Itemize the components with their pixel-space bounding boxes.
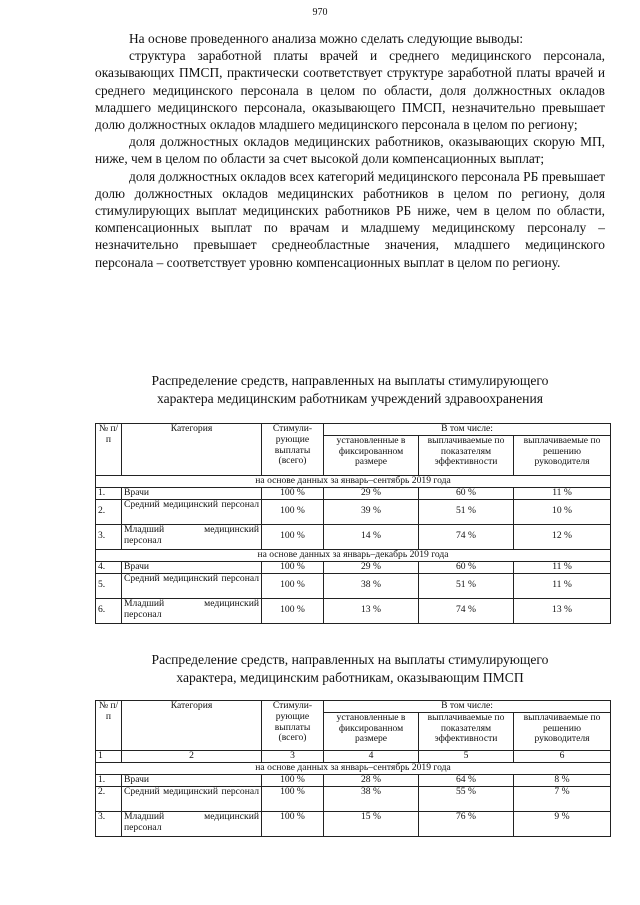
cell-total: 100 % [262, 786, 324, 811]
cell-efficiency: 51 % [419, 573, 514, 598]
group-label: на основе данных за январь–декабрь 2019 года [96, 549, 611, 561]
table1 [95, 423, 611, 624]
cell-total: 100 % [262, 598, 324, 623]
cell-efficiency: 55 % [419, 786, 514, 811]
cell-fixed: 39 % [324, 499, 419, 524]
conclusion-paragraph: доля должностных окладов медицинских работников, оказывающих скорую МП, ниже, чем в целом по области за счет высокой доли компенсационных выплат; [95, 134, 605, 167]
column-numbers-row [96, 750, 611, 762]
cell-fixed: 28 % [324, 774, 419, 786]
cell-efficiency: 74 % [419, 524, 514, 549]
table2 [95, 700, 611, 837]
cell-fixed: 13 % [324, 598, 419, 623]
cell-category: Средний медицинский персонал [122, 499, 262, 524]
cell-num: 5. [96, 573, 122, 598]
table-row [96, 524, 611, 549]
table-row [96, 573, 611, 598]
cell-efficiency: 51 % [419, 499, 514, 524]
header-efficiency: выплачиваемые по показателям эффективности [419, 712, 514, 750]
cell-decision: 10 % [514, 499, 611, 524]
cell-decision: 11 % [514, 487, 611, 499]
header-efficiency: выплачиваемые по показателям эффективности [419, 435, 514, 475]
table2-title [95, 651, 605, 686]
column-number: 6 [514, 750, 611, 762]
cell-decision: 8 % [514, 774, 611, 786]
cell-total: 100 % [262, 499, 324, 524]
cell-decision: 12 % [514, 524, 611, 549]
header-decision: выплачиваемые по решению руководителя [514, 712, 611, 750]
page-number: 970 [312, 7, 328, 18]
cell-decision: 9 % [514, 811, 611, 836]
cell-fixed: 38 % [324, 573, 419, 598]
header-stimul: Стимули-рующие выплаты (всего) [262, 701, 324, 751]
table-row [96, 499, 611, 524]
cell-total: 100 % [262, 811, 324, 836]
cell-total: 100 % [262, 487, 324, 499]
column-number: 2 [122, 750, 262, 762]
table1-title-line: Распределение средств, направленных на выплаты стимулирующего [151, 373, 549, 388]
header-category: Категория [122, 424, 262, 476]
table2-title-line: Распределение средств, направленных на выплаты стимулирующего [151, 652, 549, 667]
header-including: В том числе: [324, 424, 611, 436]
table-row [96, 598, 611, 623]
table-row [96, 786, 611, 811]
cell-fixed: 14 % [324, 524, 419, 549]
cell-category: Средний медицинский персонал [122, 786, 262, 811]
header-stimul: Стимули-рующие выплаты (всего) [262, 424, 324, 476]
header-fixed: установленные в фиксированном размере [324, 712, 419, 750]
group-label: на основе данных за январь–сентябрь 2019 года [96, 475, 611, 487]
cell-category: Младший медицинский персонал [122, 524, 262, 549]
cell-num: 1. [96, 774, 122, 786]
cell-total: 100 % [262, 524, 324, 549]
column-number: 1 [96, 750, 122, 762]
cell-category: Врачи [122, 561, 262, 573]
conclusion-paragraph: доля должностных окладов всех категорий медицинского персонала РБ превышает долю должностных окладов медицинских работников в целом по региону, доля стимулирующих выплат медицинских работников РБ ниже, чем в целом по области, компенсационных выплат по врачам и младшему медицинскому персоналу – незначительно превышает среднеобластные значения, младшего медицинского персонала – соответствует уровню компенсационных выплат в целом по региону. [95, 168, 605, 270]
table-row [96, 487, 611, 499]
cell-total: 100 % [262, 774, 324, 786]
table-row [96, 811, 611, 836]
cell-efficiency: 64 % [419, 774, 514, 786]
column-number: 3 [262, 750, 324, 762]
cell-category: Врачи [122, 487, 262, 499]
table1-title [95, 372, 605, 407]
cell-decision: 7 % [514, 786, 611, 811]
cell-num: 2. [96, 786, 122, 811]
cell-num: 6. [96, 598, 122, 623]
cell-fixed: 38 % [324, 786, 419, 811]
cell-num: 1. [96, 487, 122, 499]
conclusions-heading: На основе проведенного анализа можно сделать следующие выводы: [129, 31, 524, 46]
group-label: на основе данных за январь–сентябрь 2019 года [96, 762, 611, 774]
column-number: 4 [324, 750, 419, 762]
cell-decision: 11 % [514, 561, 611, 573]
cell-num: 4. [96, 561, 122, 573]
cell-decision: 13 % [514, 598, 611, 623]
cell-efficiency: 60 % [419, 561, 514, 573]
cell-fixed: 15 % [324, 811, 419, 836]
cell-category: Младший медицинский персонал [122, 811, 262, 836]
cell-efficiency: 76 % [419, 811, 514, 836]
cell-category: Средний медицинский персонал [122, 573, 262, 598]
cell-decision: 11 % [514, 573, 611, 598]
header-including: В том числе: [324, 701, 611, 713]
cell-efficiency: 74 % [419, 598, 514, 623]
table2-title-line: характера, медицинским работникам, оказывающим ПМСП [176, 669, 524, 685]
cell-total: 100 % [262, 561, 324, 573]
table-row [96, 774, 611, 786]
header-decision: выплачиваемые по решению руководителя [514, 435, 611, 475]
cell-efficiency: 60 % [419, 487, 514, 499]
cell-fixed: 29 % [324, 561, 419, 573]
cell-category: Врачи [122, 774, 262, 786]
header-fixed: установленные в фиксированном размере [324, 435, 419, 475]
header-num: № п/п [96, 701, 122, 751]
cell-fixed: 29 % [324, 487, 419, 499]
header-num: № п/п [96, 424, 122, 476]
cell-num: 2. [96, 499, 122, 524]
conclusion-paragraph: структура заработной платы врачей и среднего медицинского персонала, оказывающих ПМСП, практически соответствует структуре заработной платы врачей и среднего медицинского персонала в целом по области, доля должностных окладов младшего медицинского персонала, оказывающего ПМСП, незначительно превышает долю должностных окладов младшего медицинского персонала в целом по региону; [95, 48, 605, 133]
cell-num: 3. [96, 811, 122, 836]
cell-category: Младший медицинский персонал [122, 598, 262, 623]
cell-num: 3. [96, 524, 122, 549]
column-number: 5 [419, 750, 514, 762]
table-row [96, 561, 611, 573]
cell-total: 100 % [262, 573, 324, 598]
table1-title-line: характера медицинским работникам учреждений здравоохранения [156, 390, 543, 406]
header-category: Категория [122, 701, 262, 751]
conclusions-section [95, 30, 605, 271]
